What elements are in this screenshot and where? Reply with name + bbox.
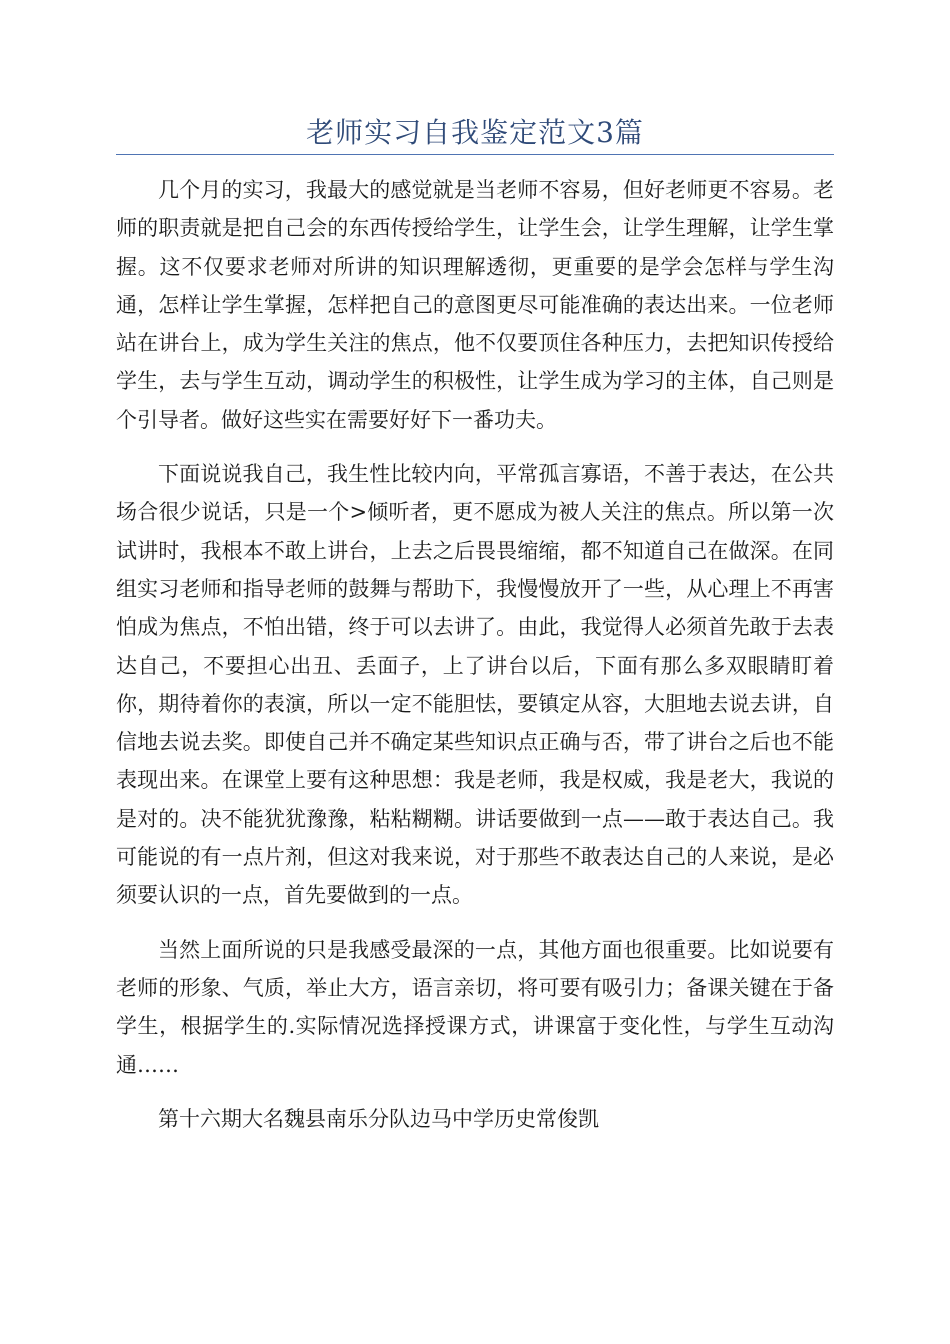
signature-line: 第十六期大名魏县南乐分队边马中学历史常俊凯 — [158, 1106, 599, 1131]
paragraph-2: 下面说说我自己，我生性比较内向，平常孤言寡语，不善于表达，在公共场合很少说话，只是一个>倾听者，更不愿成为被人关注的焦点。所以第一次试讲时，我根本不敢上讲台，上去之后畏畏缩缩，都不知道自己在做深。在同组实习老师和指导老师的鼓舞与帮助下，我慢慢放开了一些，从心理上不再害怕成为焦点，不怕出错，终于可以去讲了。由此，我觉得人必须首先敢于去表达自己，不要担心出丑、丢面子，上了讲台以后，下面有那么多双眼睛盯着你，期待着你的表演，所以一定不能胆怯，要镇定从容，大胆地去说去讲，自信地去说去奖。即使自己并不确定某些知识点正确与否，带了讲台之后也不能表现出来。在课堂上要有这种思想：我是老师，我是权威，我是老大，我说的是对的。决不能犹犹豫豫，粘粘糊糊。讲话要做到一点——敢于表达自己。我可能说的有一点片剂，但这对我来说，对于那些不敢表达自己的人来说，是必须要认识的一点，首先要做到的一点。 — [116, 462, 834, 908]
paragraph-1: 几个月的实习，我最大的感觉就是当老师不容易，但好老师更不容易。老师的职责就是把自己会的东西传授给学生，让学生会，让学生理解，让学生掌握。这不仅要求老师对所讲的知识理解透彻，更重要的是学会怎样与学生沟通，怎样让学生掌握，怎样把自己的意图更尽可能准确的表达出来。一位老师站在讲台上，成为学生关注的焦点，他不仅要顶住各种压力，去把知识传授给学生，去与学生互动，调动学生的积极性，让学生成为学习的主体，自己则是个引导者。做好这些实在需要好好下一番功夫。 — [116, 178, 834, 432]
paragraph-3: 当然上面所说的只是我感受最深的一点，其他方面也很重要。比如说要有老师的形象、气质，举止大方，语言亲切，将可要有吸引力；备课关键在于备学生，根据学生的.实际情况选择授课方式，讲课富于变化性，与学生互动沟通…… — [116, 937, 834, 1077]
document-title: 老师实习自我鉴定范文3篇 — [306, 116, 644, 149]
document-body — [116, 171, 834, 1154]
title-underline — [116, 154, 834, 155]
